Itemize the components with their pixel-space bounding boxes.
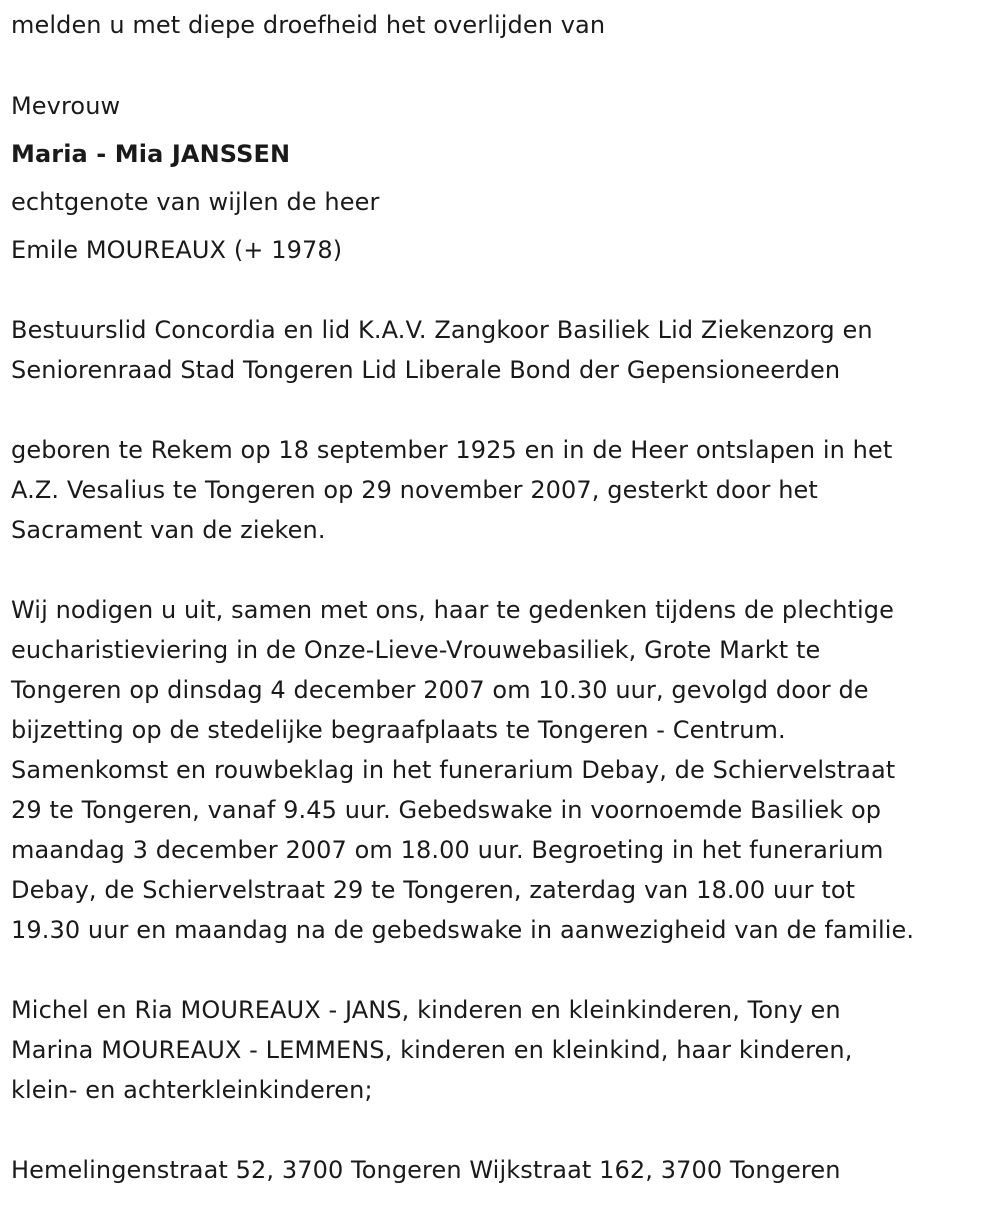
birth-death-line: Sacrament van de zieken. (11, 516, 326, 544)
family-line: Michel en Ria MOUREAUX - JANS, kinderen en kleinkinderen, Tony en (11, 996, 841, 1024)
addresses: Hemelingenstraat 52, 3700 Tongeren Wijkstraat 162, 3700 Tongeren (11, 1156, 841, 1184)
intro-text: melden u met diepe droefheid het overlijden van (11, 11, 606, 39)
invitation-paragraph (11, 590, 996, 950)
memberships-paragraph (11, 310, 996, 390)
invitation-line: Tongeren op dinsdag 4 december 2007 om 10.30 uur, gevolgd door de (11, 676, 869, 704)
invitation-line: Samenkomst en rouwbeklag in het funerarium Debay, de Schiervelstraat (11, 756, 896, 784)
deceased-name: Maria - Mia JANSSEN (11, 140, 291, 168)
invitation-line: 29 te Tongeren, vanaf 9.45 uur. Gebedswake in voornoemde Basiliek op (11, 796, 882, 824)
birth-death-line: geboren te Rekem op 18 september 1925 en in de Heer ontslapen in het (11, 436, 893, 464)
birth-death-line: A.Z. Vesalius te Tongeren op 29 november 2007, gesterkt door het (11, 476, 818, 504)
spouse-name: Emile MOUREAUX (+ 1978) (11, 236, 343, 264)
invitation-line: bijzetting op de stedelijke begraafplaats te Tongeren - Centrum. (11, 716, 786, 744)
invitation-line: eucharistieviering in de Onze-Lieve-Vrouwebasiliek, Grote Markt te (11, 636, 821, 664)
spouse-intro: echtgenote van wijlen de heer (11, 188, 380, 216)
invitation-line: 19.30 uur en maandag na de gebedswake in aanwezigheid van de familie. (11, 916, 915, 944)
invitation-line: Debay, de Schiervelstraat 29 te Tongeren, zaterdag van 18.00 uur tot (11, 876, 856, 904)
invitation-line: maandag 3 december 2007 om 18.00 uur. Begroeting in het funerarium (11, 836, 884, 864)
birth-death-paragraph (11, 430, 996, 550)
family-line: Marina MOUREAUX - LEMMENS, kinderen en kleinkind, haar kinderen, (11, 1036, 853, 1064)
family-line: klein- en achterkleinkinderen; (11, 1076, 373, 1104)
invitation-line: Wij nodigen u uit, samen met ons, haar te gedenken tijdens de plechtige (11, 596, 894, 624)
memberships-line: Seniorenraad Stad Tongeren Lid Liberale Bond der Gepensioneerden (11, 356, 841, 384)
memberships-line: Bestuurslid Concordia en lid K.A.V. Zangkoor Basiliek Lid Ziekenzorg en (11, 316, 873, 344)
salutation: Mevrouw (11, 92, 121, 120)
family-paragraph (11, 990, 996, 1110)
